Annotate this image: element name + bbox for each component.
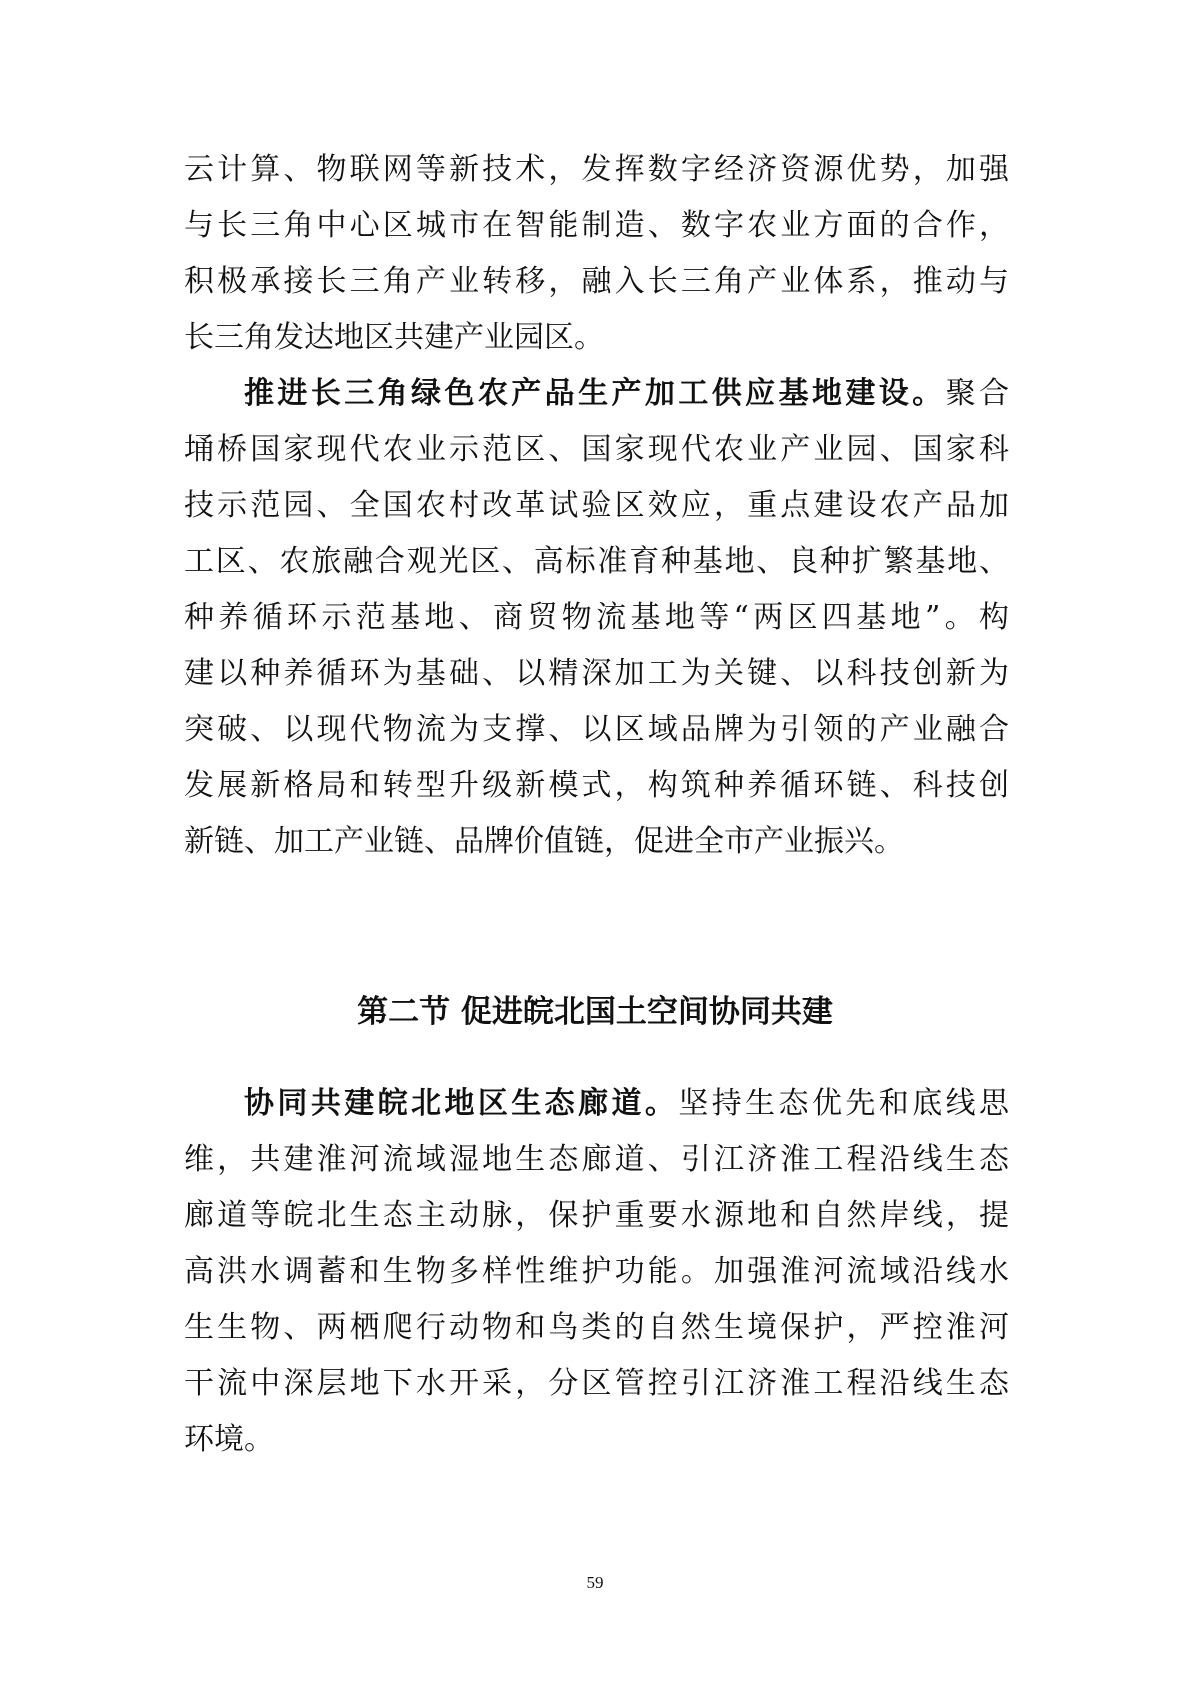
body-text-line: 与长三角中心区城市在智能制造、数字农业方面的合作，: [184, 208, 1009, 243]
body-text-line: 种养循环示范基地、商贸物流基地等“两区四基地”。构: [184, 600, 1009, 635]
body-text-line: 积极承接长三角产业转移，融入长三角产业体系，推动与: [184, 264, 1009, 299]
body-text-line: 技示范园、全国农村改革试验区效应，重点建设农产品加: [184, 488, 1009, 523]
body-text-line: 新链、加工产业链、品牌价值链，促进全市产业振兴。: [184, 824, 904, 859]
body-text-line: 廊道等皖北生态主动脉，保护重要水源地和自然岸线，提: [184, 1198, 1009, 1233]
body-text-line: 长三角发达地区共建产业园区。: [184, 320, 604, 355]
body-text-line: 发展新格局和转型升级新模式，构筑种养循环链、科技创: [184, 768, 1009, 803]
paragraph-first-line: [244, 1084, 1009, 1124]
body-text-line: 维，共建淮河流域湿地生态廊道、引江济淮工程沿线生态: [184, 1142, 1009, 1177]
body-text-fragment: 聚合: [945, 376, 1010, 411]
body-text-line: 突破、以现代物流为支撑、以区域品牌为引领的产业融合: [184, 712, 1009, 747]
paragraph-lead-phrase: 推进长三角绿色农产品生产加工供应基地建设。: [244, 376, 946, 411]
body-text-line: 干流中深层地下水开采，分区管控引江济淮工程沿线生态: [184, 1366, 1009, 1401]
body-text-line: 工区、农旅融合观光区、高标准育种基地、良种扩繁基地、: [184, 544, 1009, 579]
body-text-line: 生生物、两栖爬行动物和鸟类的自然生境保护，严控淮河: [184, 1310, 1009, 1345]
body-text-line: 埇桥国家现代农业示范区、国家现代农业产业园、国家科: [184, 432, 1009, 467]
page-number: 59: [586, 1573, 604, 1592]
body-text-fragment: 坚持生态优先和底线思: [678, 1086, 1010, 1121]
body-text-line: 云计算、物联网等新技术，发挥数字经济资源优势，加强: [184, 152, 1009, 187]
paragraph-lead-phrase: 协同共建皖北地区生态廊道。: [244, 1086, 679, 1121]
body-text-line: 建以种养循环为基础、以精深加工为关键、以科技创新为: [184, 656, 1009, 691]
body-text-line: 环境。: [184, 1422, 274, 1457]
section-heading: 第二节 促进皖北国土空间协同共建: [357, 994, 833, 1030]
body-text-line: 高洪水调蓄和生物多样性维护功能。加强淮河流域沿线水: [184, 1254, 1009, 1289]
paragraph-first-line: [244, 374, 1009, 414]
